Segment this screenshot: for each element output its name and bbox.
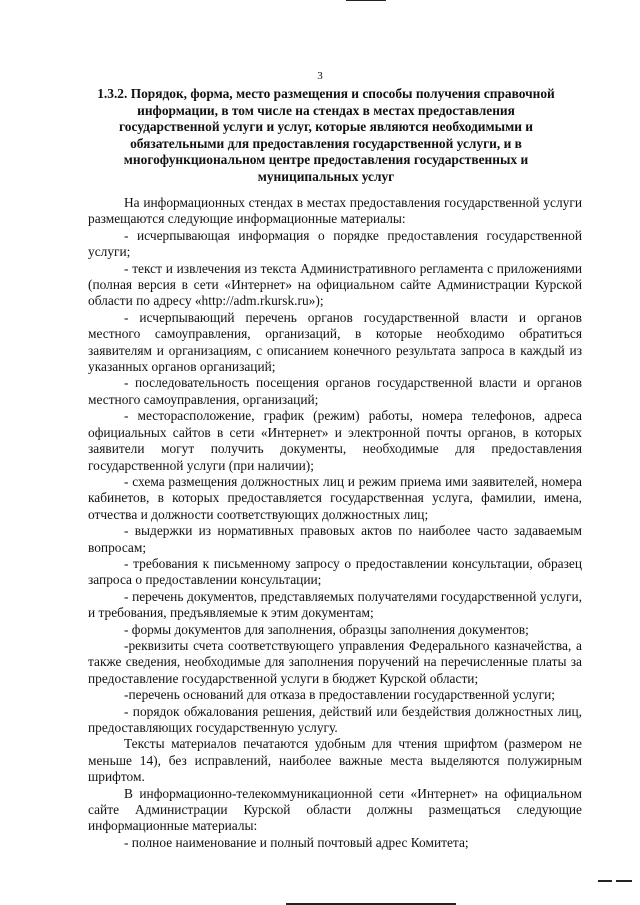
list-item: - порядок обжалования решения, действий или бездействия должностных лиц, предоставляющих государственную услугу. <box>88 703 582 735</box>
list-item: - месторасположение, график (режим) работы, номера телефонов, адреса официальных сайтов в сети «Интернет» и электронной почты органов, в которых заявители могут получить документы, необходимые для предоставления государственной услуги (при наличии); <box>88 408 582 473</box>
scan-artifact-top <box>346 0 386 1</box>
list-item: -реквизиты счета соответствующего управления Федерального казначейства, а также сведения, необходимые для заполнения поручений на перечисленные платы за предоставление государственной услуги в бюджет Курской области; <box>88 637 582 686</box>
list-item: -перечень оснований для отказа в предоставлении государственной услуги; <box>124 687 555 703</box>
list-item: - текст и извлечения из текста Административного регламента с приложениями (полная версия в сети «Интернет» на официальном сайте Администрации Курской области по адресу «http://adm.rkursk.ru»); <box>88 260 582 309</box>
scan-artifact-corner <box>598 880 612 882</box>
section-heading: 1.3.2. Порядок, форма, место размещения и способы получения справочной информации, в том числе на стендах в местах предоставления государственной услуги и услуг, которые являются необходимыми и обязательными для предоставления государственной услуги, и в многофункциональном центре предоставления государственных и муниципальных услуг <box>97 86 555 184</box>
paragraph: В информационно-телекоммуникационной сети «Интернет» на официальном сайте Администрации Курской области должны размещаться следующие информационные материалы: <box>88 785 582 834</box>
paragraph: Тексты материалов печатаются удобным для чтения шрифтом (размером не меньше 14), без исправлений, наиболее важные места выделяются полужирным шрифтом. <box>88 736 582 785</box>
list-item: - выдержки из нормативных правовых актов по наиболее часто задаваемым вопросам; <box>88 523 582 555</box>
page-number: 3 <box>317 70 323 82</box>
paragraph: На информационных стендах в местах предоставления государственной услуги размещаются следующие информационные материалы: <box>88 195 582 227</box>
list-item: - исчерпывающая информация о порядке предоставления государственной услуги; <box>88 227 582 260</box>
list-item: - исчерпывающий перечень органов государственной власти и органов местного самоуправления, организаций, в которые необходимо обратиться заявителям и организациям, с описанием конечного результата запроса в каждый из указанных органов организаций; <box>88 309 582 375</box>
list-item: - перечень документов, представляемых получателями государственной услуги, и требования, предъявляемые к этим документам; <box>88 588 582 621</box>
list-item: - требования к письменному запросу о предоставлении консультации, образец запроса о предоставлении консультации; <box>88 555 582 588</box>
list-item: - полное наименование и полный почтовый адрес Комитета; <box>124 834 469 850</box>
document-body <box>88 195 582 851</box>
list-item: - последовательность посещения органов государственной власти и органов местного самоуправления, организаций; <box>88 375 582 407</box>
list-item: - схема размещения должностных лиц и режим приема ими заявителей, номера кабинетов, в которых предоставляется государственная услуга, фамилии, имена, отчества и должности соответствующих должностных лиц; <box>88 473 582 522</box>
list-item: - формы документов для заполнения, образцы заполнения документов; <box>124 621 529 637</box>
scan-artifact-corner <box>616 880 632 882</box>
